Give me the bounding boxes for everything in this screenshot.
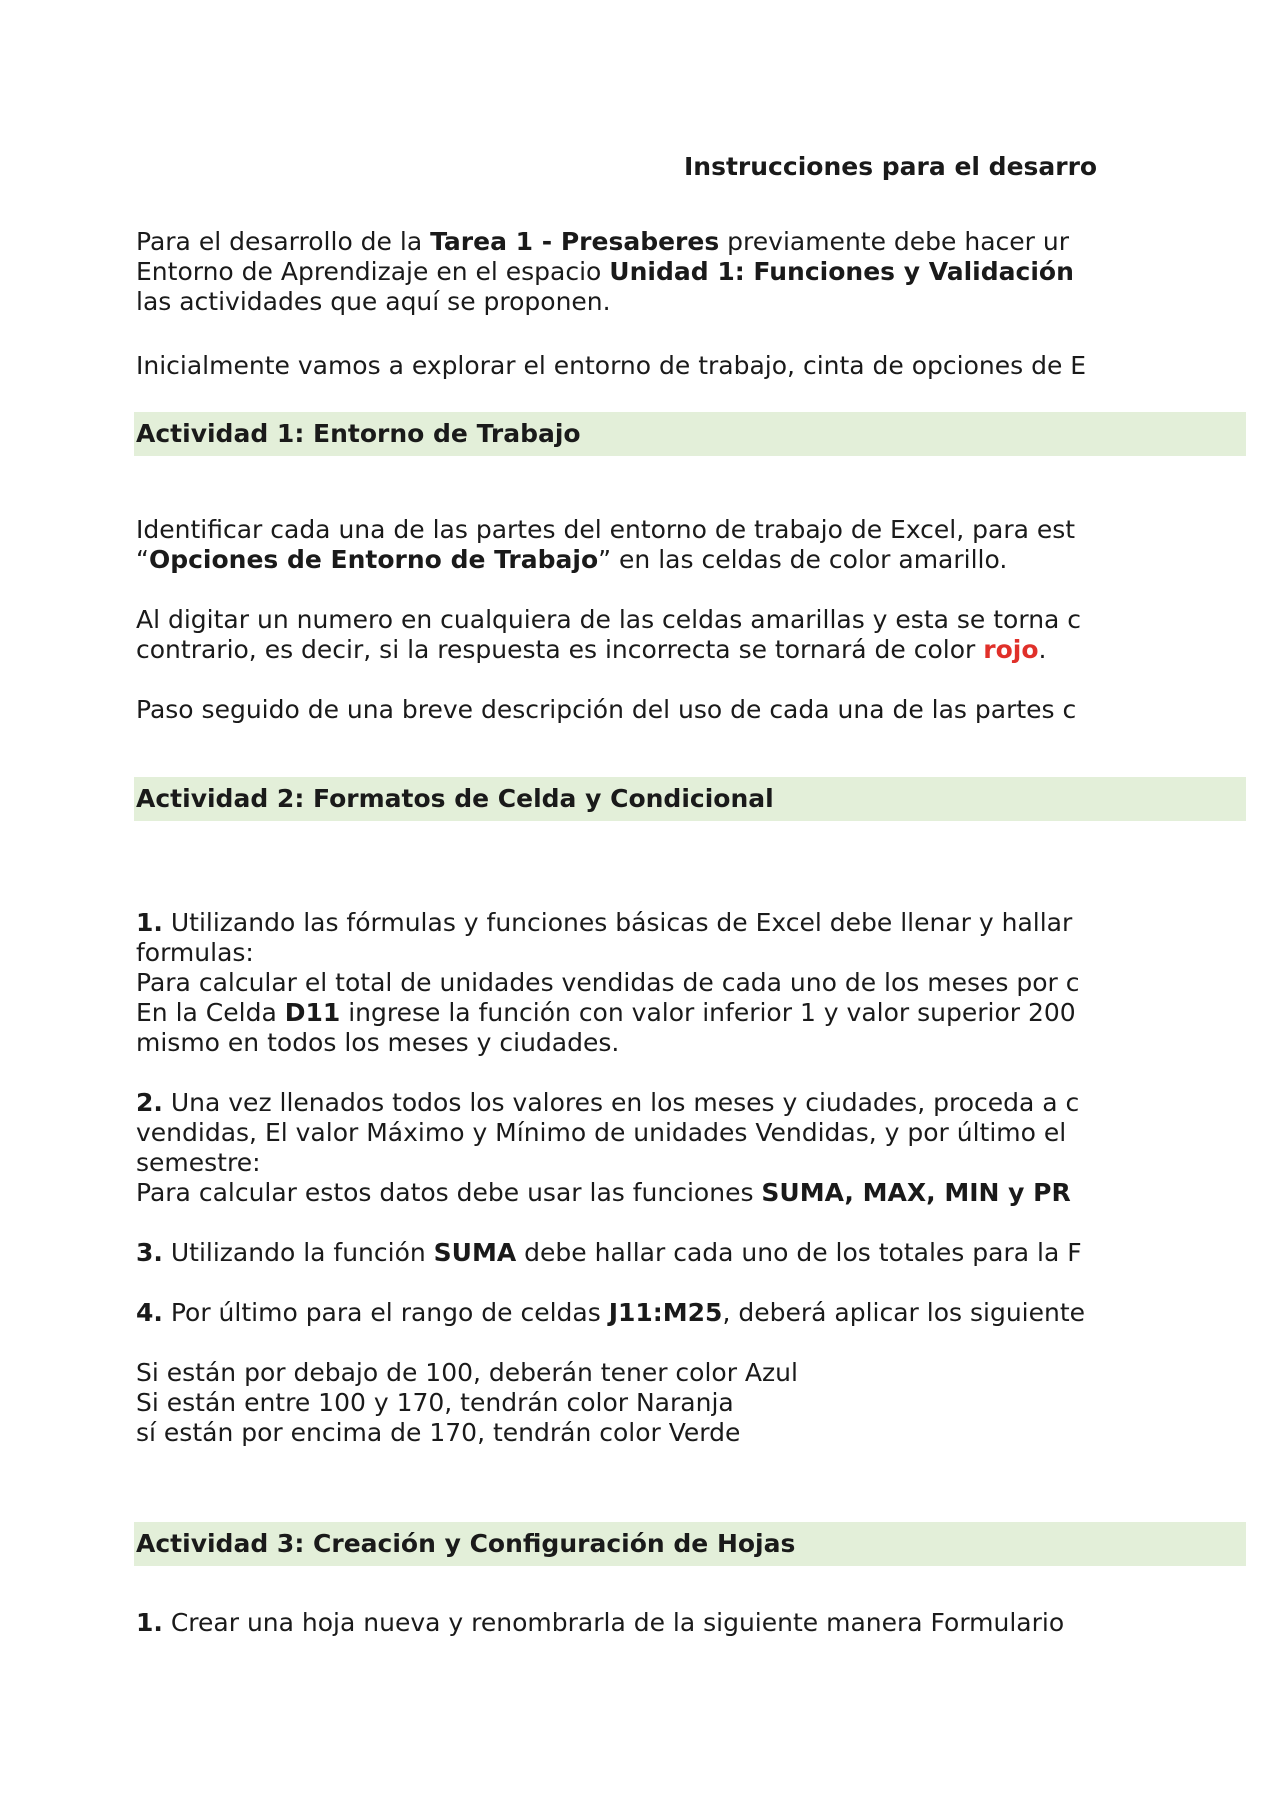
act1-line-3: Al digitar un numero en cualquiera de las celdas amarillas y esta se torna c: [136, 605, 1082, 634]
text: Utilizando la función: [162, 1238, 434, 1267]
bold-text: Opciones de Entorno de Trabajo: [148, 545, 599, 574]
act2-p1-line-3: Para calcular el total de unidades vendidas de cada uno de los meses por c: [136, 968, 1080, 997]
act2-p1-line-1: [136, 908, 1072, 938]
text: Crear una hoja nueva y renombrarla de la siguiente manera Formulario: [162, 1608, 1065, 1637]
item-number: 3.: [136, 1238, 163, 1267]
act1-line-4: [136, 635, 1046, 665]
text: Para el desarrollo de la: [136, 227, 431, 256]
condition-orange: Si están entre 100 y 170, tendrán color Naranja: [136, 1388, 734, 1417]
intro-line-4: Inicialmente vamos a explorar el entorno de trabajo, cinta de opciones de E: [136, 351, 1087, 380]
text: .: [1038, 635, 1047, 664]
act3-p1: [136, 1608, 1064, 1638]
act2-p4: [136, 1298, 1085, 1328]
text: debe hallar cada uno de los totales para la F: [516, 1238, 1082, 1267]
act2-p2-line-1: [136, 1088, 1079, 1118]
intro-line-1: [136, 227, 1069, 257]
text: Utilizando las fórmulas y funciones básicas de Excel debe llenar y hallar: [162, 908, 1073, 937]
act2-p2-line-3: semestre:: [136, 1148, 261, 1177]
sheet-content: [136, 0, 1109, 1811]
bold-text: J11:M25: [608, 1298, 723, 1327]
act2-p2-line-2: vendidas, El valor Máximo y Mínimo de unidades Vendidas, y por último el: [136, 1118, 1067, 1147]
item-number: 1.: [136, 1608, 163, 1637]
act1-line-5: Paso seguido de una breve descripción del uso de cada una de las partes c: [136, 695, 1077, 724]
text: Para calcular estos datos debe usar las funciones: [136, 1178, 762, 1207]
text: ingrese la función con valor inferior 1 y valor superior 200: [340, 998, 1076, 1027]
text: Una vez llenados todos los valores en los meses y ciudades, proceda a c: [162, 1088, 1080, 1117]
text: “: [136, 545, 149, 574]
text: previamente debe hacer ur: [719, 227, 1069, 256]
act2-p3: [136, 1238, 1082, 1268]
act2-p2-line-4: [136, 1178, 1071, 1208]
page-title: Instrucciones para el desarro: [684, 152, 1098, 181]
text: , deberá aplicar los siguiente: [722, 1298, 1086, 1327]
bold-text: Tarea 1 - Presaberes: [430, 227, 720, 256]
item-number: 1.: [136, 908, 163, 937]
activity-1-header: Actividad 1: Entorno de Trabajo: [136, 419, 581, 448]
act2-p1-line-5: mismo en todos los meses y ciudades.: [136, 1028, 620, 1057]
item-number: 2.: [136, 1088, 163, 1117]
bold-text: Unidad 1: Funciones y Validación: [609, 257, 1074, 286]
condition-green: sí están por encima de 170, tendrán color Verde: [136, 1418, 741, 1447]
intro-line-2: [136, 257, 1074, 287]
text: Por último para el rango de celdas: [162, 1298, 609, 1327]
activity-2-header: Actividad 2: Formatos de Celda y Condicional: [136, 784, 774, 813]
act2-p1-line-2: formulas:: [136, 938, 254, 967]
bold-text: SUMA: [433, 1238, 517, 1267]
act1-line-2: [136, 545, 1007, 575]
condition-blue: Si están por debajo de 100, deberán tener color Azul: [136, 1358, 798, 1387]
act1-line-1: Identificar cada una de las partes del entorno de trabajo de Excel, para est: [136, 515, 1076, 544]
text: ” en las celdas de color amarillo.: [598, 545, 1008, 574]
intro-line-3: las actividades que aquí se proponen.: [136, 287, 611, 316]
text: contrario, es decir, si la respuesta es incorrecta se tornará de color: [136, 635, 984, 664]
red-text: rojo: [983, 635, 1039, 664]
item-number: 4.: [136, 1298, 163, 1327]
text: Entorno de Aprendizaje en el espacio: [136, 257, 610, 286]
text: En la Celda: [136, 998, 285, 1027]
act2-p1-line-4: [136, 998, 1076, 1028]
bold-text: SUMA, MAX, MIN y PR: [761, 1178, 1071, 1207]
bold-text: D11: [284, 998, 341, 1027]
activity-3-header: Actividad 3: Creación y Configuración de Hojas: [136, 1529, 796, 1558]
